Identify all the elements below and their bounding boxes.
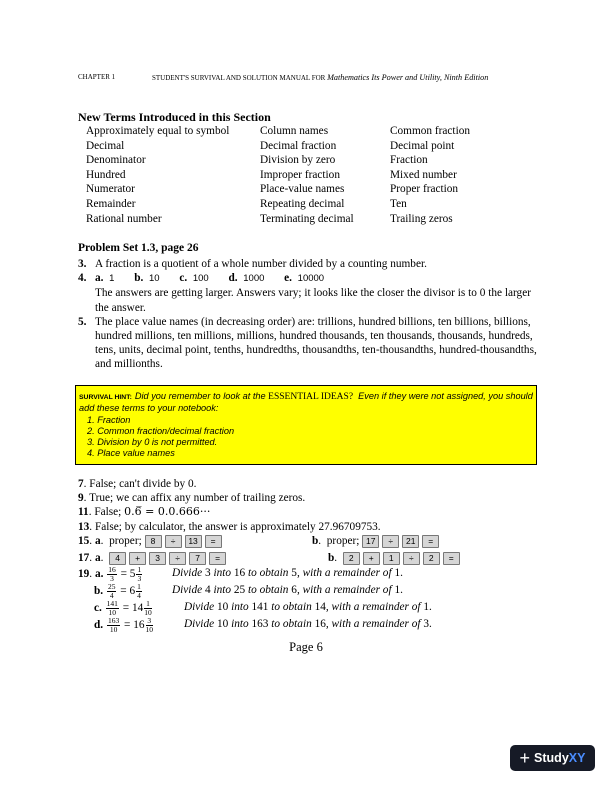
terms-column-2: Column names Decimal fraction Division by zero Improper fraction Place-value names Repeating decimal Terminating decimal <box>260 125 354 225</box>
calculator-key: ÷ <box>403 552 420 565</box>
calculator-key: = <box>205 535 222 548</box>
calculator-key: = <box>422 535 439 548</box>
problems-7-13 <box>78 477 538 534</box>
calculator-key: 17 <box>362 535 379 548</box>
studyxy-logo[interactable]: + StudyXY <box>510 745 595 771</box>
hint-item: 1. Fraction <box>87 414 131 425</box>
calculator-key: 2 <box>343 552 360 565</box>
hint-label: SURVIVAL HINT: <box>79 394 132 401</box>
survival-hint-box: SURVIVAL HINT: Did you remember to look at the ESSENTIAL IDEAS? Even if they were not assigned, you should add these terms to your notebook: 1. Fraction 2. Common fraction/decimal fraction 3. Division by 0 is not permitted. 4. Place value names <box>75 385 537 465</box>
explanation: Divide 10 into 163 to obtain 16, with a remainder of 3. <box>184 618 432 630</box>
problem-5: 5. The place value names (in decreasing order) are: trillions, hundred billions, ten billions, billions, hundred millions, ten millions, millions, hundred thousands, ten thousands, thousands, hundreds, tens, units, decimal point, tenths, hundredths, thousandths, ten-thousandths, hundred-thousandths, and millionths. <box>78 315 537 371</box>
problem-4-answers: a. 1 b. 10 c. 100 d. 1000 e. 10000 <box>95 272 325 285</box>
explanation: Divide 4 into 25 to obtain 6, with a remainder of 1. <box>172 584 403 596</box>
calculator-key: + <box>363 552 380 565</box>
calculator-key: 13 <box>185 535 202 548</box>
calculator-key: = <box>443 552 460 565</box>
problem-7: 7. False; can't divide by 0. <box>78 478 197 490</box>
calculator-key: ÷ <box>169 552 186 565</box>
problem-13: 13. False; by calculator, the answer is approximately 27.96709753. <box>78 520 381 533</box>
explanation: Divide 10 into 141 to obtain 14, with a remainder of 1. <box>184 601 432 613</box>
problem-9: 9. True; we can affix any number of trailing zeros. <box>78 492 306 505</box>
section-title: New Terms Introduced in this Section <box>78 110 271 124</box>
page-number: Page 6 <box>289 640 323 654</box>
problem-4: 4. a. 1 b. 10 c. 100 d. 1000 e. 10000 The answers are getting larger. Answers vary; it looks like the closer the divisor is to 0 the larger the answer. <box>78 271 538 315</box>
problem-17: 17. a. 4 + 3 ÷ 7 = b. 2 + 1 ÷ 2 = <box>78 551 538 565</box>
terms-column-3: Common fraction Decimal point Fraction Mixed number Proper fraction Ten Trailing zeros <box>390 125 471 225</box>
calculator-key: 21 <box>402 535 419 548</box>
hint-item: 3. Division by 0 is not permitted. <box>87 437 218 448</box>
calculator-key: = <box>209 552 226 565</box>
hint-item: 4. Place value names <box>87 448 175 459</box>
calculator-key: ÷ <box>382 535 399 548</box>
chapter-label: CHAPTER 1 <box>78 73 116 81</box>
problem-15: 15. a. proper; 8 ÷ 13 = b. proper; 17 ÷ 21 = <box>78 534 538 548</box>
manual-title: STUDENT'S SURVIVAL AND SOLUTION MANUAL FOR Mathematics Its Power and Utility, Ninth Edition <box>152 73 489 82</box>
calculator-key: 8 <box>145 535 162 548</box>
calculator-key: 1 <box>383 552 400 565</box>
calculator-key: 3 <box>149 552 166 565</box>
problem-11: 11. False; 0.6̅ = 0.0.666··· <box>78 505 211 519</box>
calculator-key: + <box>129 552 146 565</box>
calculator-key: ÷ <box>165 535 182 548</box>
problem-19: 19. a. $\frac{16}{3}$ = 5 $\frac{1}{3}$ Divide 3 into 16 to obtain 5, with a remainder of 1. b. $\frac{25}{4}$ = 6 $\frac{1}{4}$ Divide 4 into 25 to obtain 6, with a remainder of 1. c. $\frac{141}{10}$ = 14 $\frac{1}{10}$ Divide 10 into 141 to obtain 14, with a remainder of 1. d. $\frac{163}{10}$ = 16 $\frac{3}{10}$ Divide 10 into 163 to obtain 16, with a remainder of 3. <box>78 565 432 634</box>
plus-icon: + <box>519 747 531 768</box>
hint-list <box>79 415 533 460</box>
terms-column-1: Approximately equal to symbol Decimal Denominator Hundred Numerator Remainder Rational number <box>86 125 230 225</box>
problems-3-5 <box>78 257 538 372</box>
calculator-key: 4 <box>109 552 126 565</box>
calculator-key: 2 <box>423 552 440 565</box>
explanation: Divide 3 into 16 to obtain 5, with a remainder of 1. <box>172 567 403 579</box>
calculator-key: 7 <box>189 552 206 565</box>
hint-item: 2. Common fraction/decimal fraction <box>87 425 235 436</box>
problem-3: 3. A fraction is a quotient of a whole number divided by a counting number. <box>78 258 427 270</box>
problem-set-title: Problem Set 1.3, page 26 <box>78 242 199 254</box>
